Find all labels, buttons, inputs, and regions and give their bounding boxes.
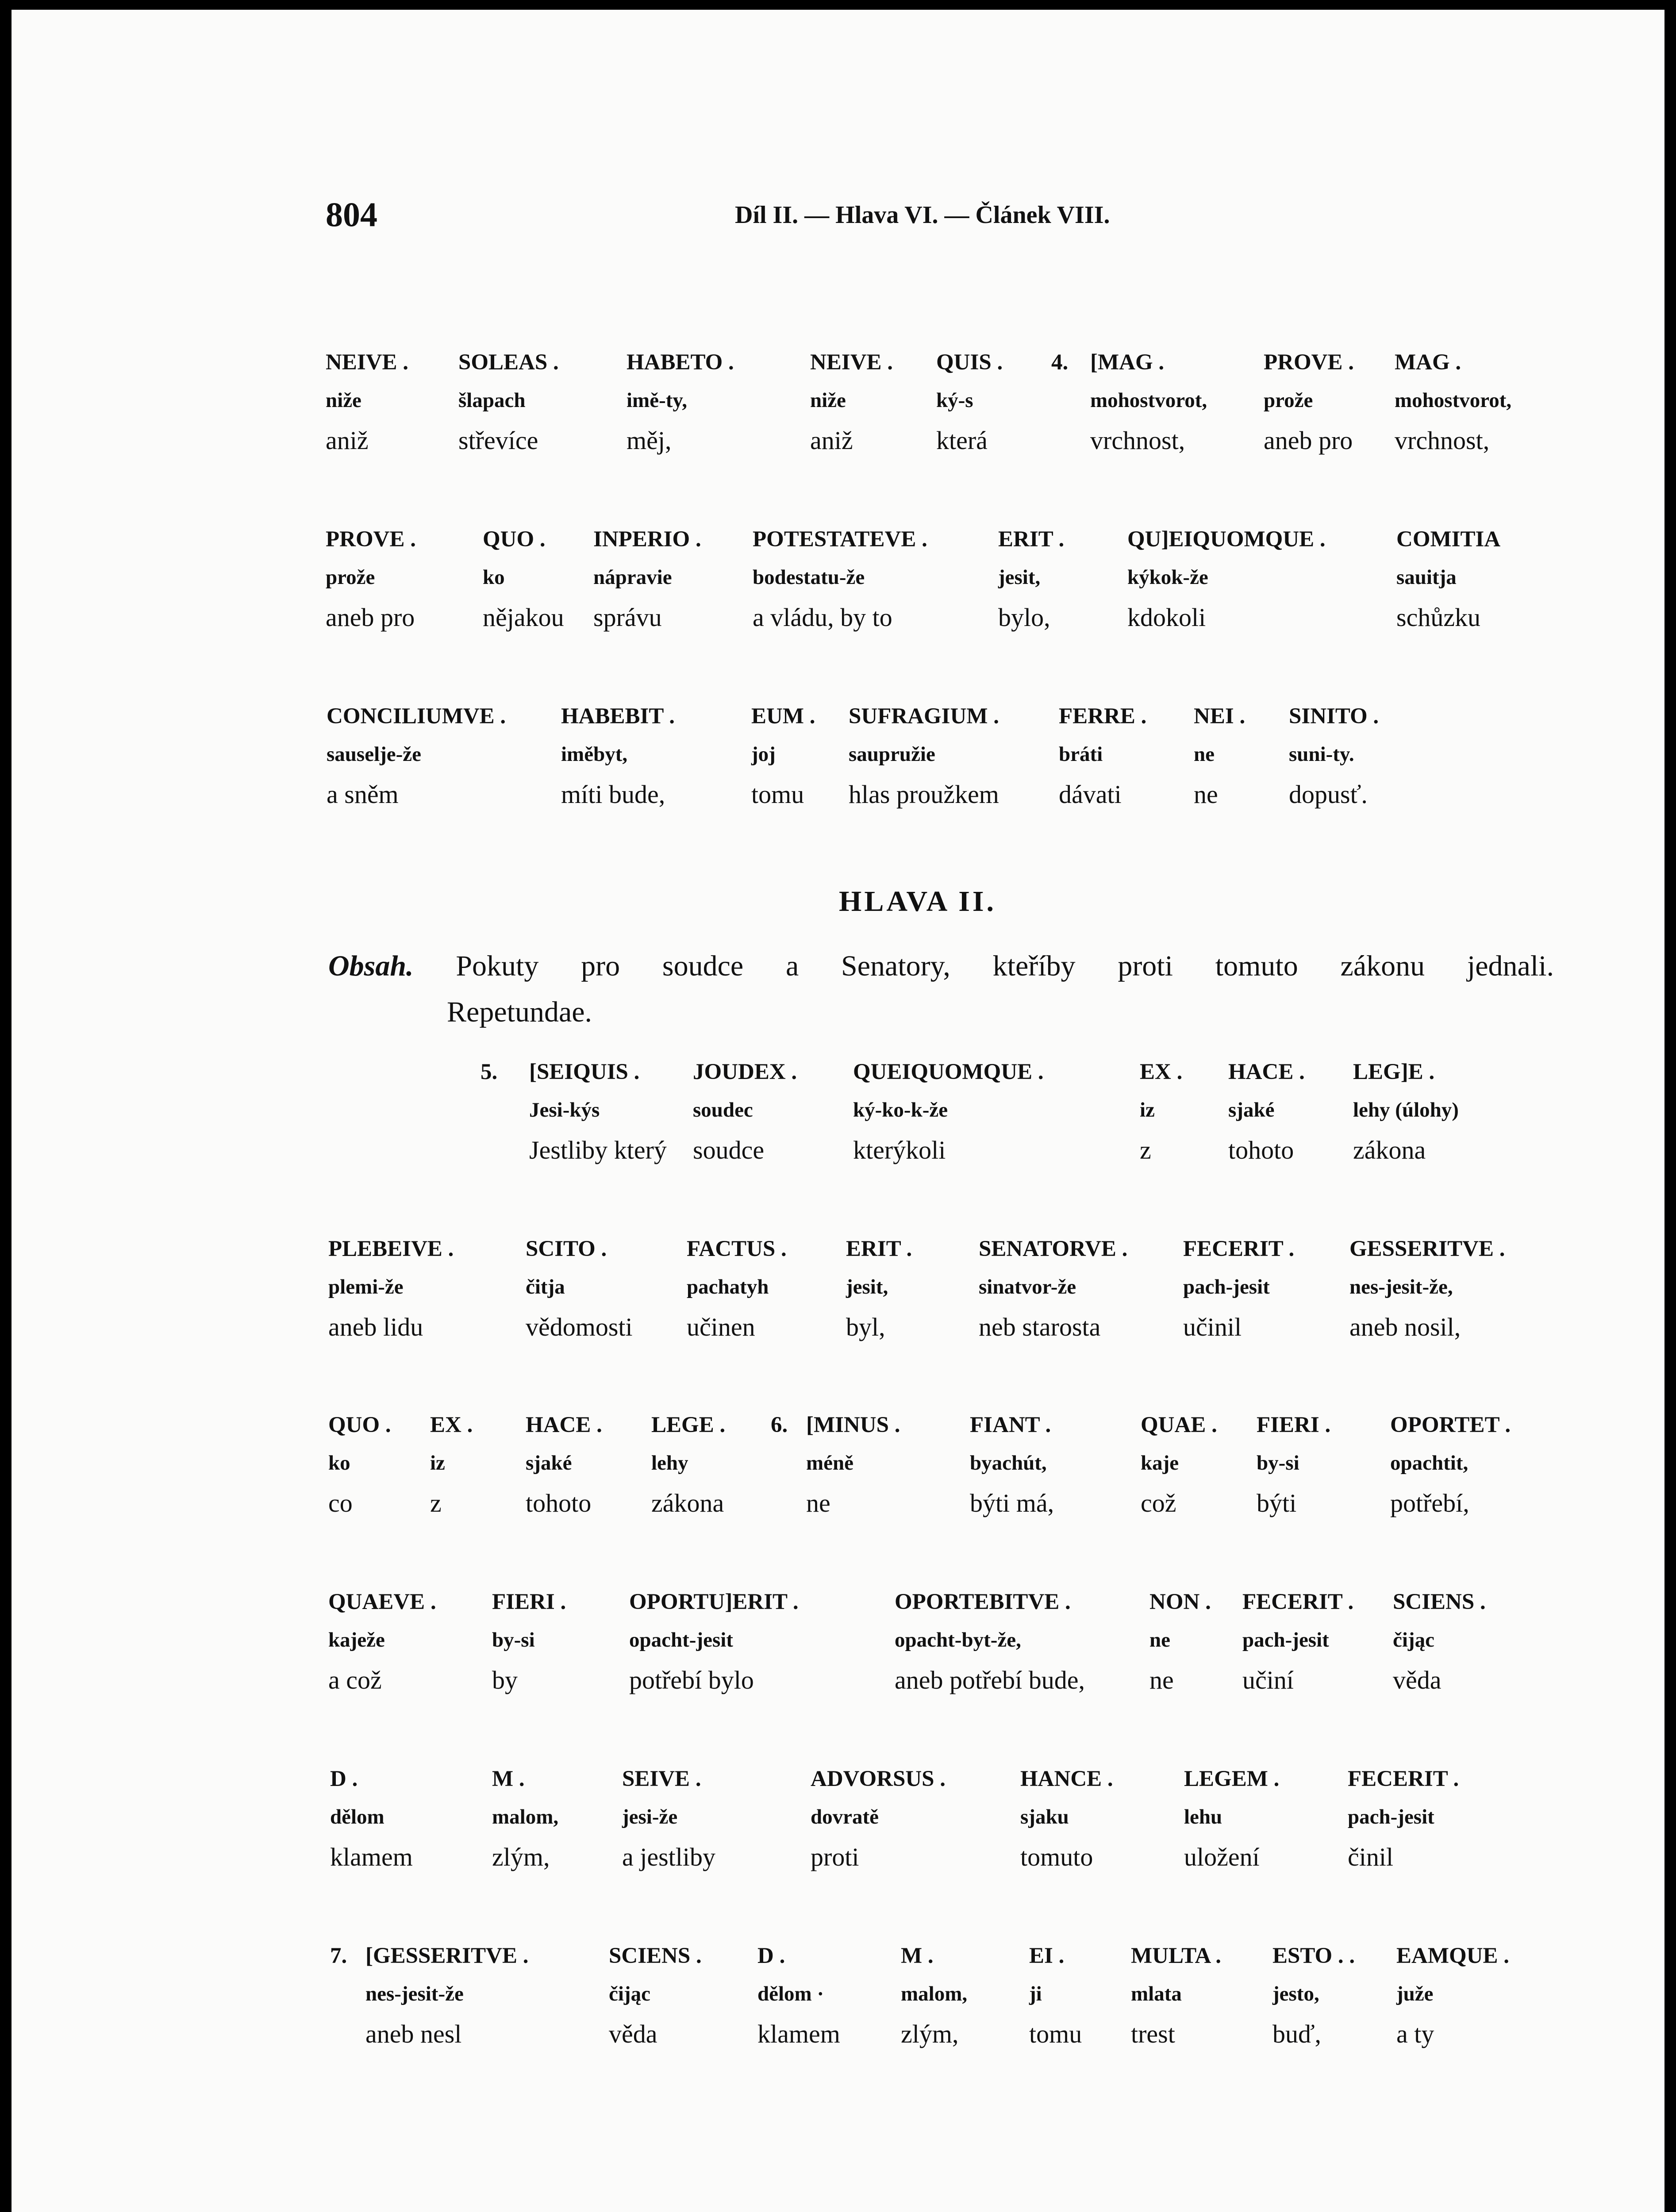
summary-text-continued: Repetundae. <box>447 996 592 1028</box>
old-slavic-word: plemi-že <box>328 1275 404 1298</box>
latin-word: HABETO . <box>627 350 734 375</box>
section-number: 5. <box>481 1060 498 1084</box>
czech-word: z <box>1140 1136 1151 1164</box>
section-number: 6. <box>771 1413 788 1437</box>
old-slavic-word: iz <box>430 1452 445 1475</box>
czech-word: zlým, <box>901 2020 959 2048</box>
latin-word: NEI . <box>1194 704 1245 729</box>
old-slavic-word: lehy (úlohy) <box>1353 1098 1459 1121</box>
old-slavic-word: ký-ko-k-že <box>853 1098 948 1121</box>
old-slavic-word: pach-jesit <box>1242 1628 1329 1651</box>
latin-word: JOUDEX . <box>693 1060 797 1084</box>
old-slavic-word: malom, <box>492 1805 559 1828</box>
czech-word: z <box>430 1489 442 1517</box>
czech-word: tomu <box>751 780 804 809</box>
latin-word: PROVE . <box>326 527 416 552</box>
czech-word: tomuto <box>1020 1843 1093 1871</box>
old-slavic-word: opacht-jesit <box>629 1628 733 1651</box>
latin-word: SCITO . <box>526 1237 607 1261</box>
czech-word: měj, <box>627 426 672 455</box>
running-head: Díl II. — Hlava VI. — Článek VIII. <box>735 201 1110 229</box>
latin-word: FIERI . <box>492 1590 566 1614</box>
czech-word: zákona <box>651 1489 724 1517</box>
czech-word: býti má, <box>970 1489 1054 1517</box>
latin-word: SENATORVE . <box>979 1237 1128 1261</box>
old-slavic-word: lehu <box>1184 1805 1222 1828</box>
old-slavic-word: sauselje-že <box>327 743 422 766</box>
czech-word: aneb potřebí bude, <box>895 1666 1085 1694</box>
czech-word: což <box>1141 1489 1176 1517</box>
old-slavic-word: ne <box>1149 1628 1170 1651</box>
latin-word: NEIVE . <box>326 350 409 375</box>
czech-word: buď, <box>1272 2020 1321 2048</box>
old-slavic-word: bráti <box>1059 743 1103 766</box>
old-slavic-word: juže <box>1396 1982 1434 2005</box>
old-slavic-word: by-si <box>492 1628 535 1651</box>
old-slavic-word: ne <box>1194 743 1215 766</box>
czech-word: zákona <box>1353 1136 1426 1164</box>
page-header <box>326 195 1520 234</box>
old-slavic-word: prože <box>326 566 375 589</box>
summary-paragraph <box>328 943 1554 1035</box>
latin-word: QUAEVE . <box>328 1590 436 1614</box>
latin-word: PROVE . <box>1264 350 1354 375</box>
czech-word: a sněm <box>327 780 399 809</box>
latin-word: [GESSERITVE . <box>365 1943 529 1968</box>
old-slavic-word: bodestatu-že <box>753 566 865 589</box>
latin-word: NON . <box>1149 1590 1211 1614</box>
old-slavic-word: kaje <box>1141 1452 1179 1475</box>
old-slavic-word: sjaku <box>1020 1805 1069 1828</box>
latin-word: COMITIA <box>1396 527 1501 552</box>
latin-word: FIERI . <box>1257 1413 1331 1437</box>
czech-word: věda <box>609 2020 657 2048</box>
old-slavic-word: sinatvor-že <box>979 1275 1076 1298</box>
czech-word: neb starosta <box>979 1313 1101 1341</box>
latin-word: ERIT . <box>846 1237 912 1261</box>
old-slavic-word: ji <box>1029 1982 1042 2005</box>
czech-word: učinen <box>687 1313 755 1341</box>
section-number: 4. <box>1051 350 1069 375</box>
latin-word: INPERIO . <box>593 527 701 552</box>
czech-word: tohoto <box>526 1489 592 1517</box>
latin-word: HACE . <box>526 1413 602 1437</box>
czech-word: věda <box>1393 1666 1442 1694</box>
latin-word: LEGEM . <box>1184 1767 1280 1791</box>
old-slavic-word: ko <box>328 1452 350 1475</box>
czech-word: míti bude, <box>561 780 665 809</box>
old-slavic-word: mohostvorot, <box>1395 389 1512 412</box>
latin-word: M . <box>901 1943 934 1968</box>
latin-word: EX . <box>430 1413 473 1437</box>
latin-word: ESTO . . <box>1272 1943 1355 1968</box>
section-number: 7. <box>330 1943 347 1968</box>
old-slavic-word: čitja <box>526 1275 565 1298</box>
czech-word: trest <box>1131 2020 1175 2048</box>
latin-word: QUO . <box>483 527 546 552</box>
latin-word: EX . <box>1140 1060 1183 1084</box>
page-number: 804 <box>326 195 377 234</box>
latin-word: FECERIT . <box>1183 1237 1295 1261</box>
czech-word: a vládu, by to <box>753 603 892 632</box>
latin-word: FACTUS . <box>687 1237 787 1261</box>
latin-word: QU]EIQUOMQUE . <box>1127 527 1326 552</box>
latin-word: OPORTU]ERIT . <box>629 1590 799 1614</box>
old-slavic-word: by-si <box>1257 1452 1299 1475</box>
old-slavic-word: nes-jesit-že <box>365 1982 464 2005</box>
czech-word: býti <box>1257 1489 1297 1517</box>
old-slavic-word: jesi-že <box>622 1805 678 1828</box>
czech-word: byl, <box>846 1313 885 1341</box>
old-slavic-word: čijąc <box>609 1982 650 2005</box>
old-slavic-word: pachatyh <box>687 1275 769 1298</box>
old-slavic-word: mlata <box>1131 1982 1182 2005</box>
latin-word: LEGE . <box>651 1413 726 1437</box>
old-slavic-word: suni-ty. <box>1289 743 1354 766</box>
old-slavic-word: opacht-byt-že, <box>895 1628 1021 1651</box>
latin-word: HACE . <box>1228 1060 1305 1084</box>
old-slavic-word: byachút, <box>970 1452 1047 1475</box>
old-slavic-word: prože <box>1264 389 1313 412</box>
czech-word: kdokoli <box>1127 603 1206 632</box>
czech-word: tomu <box>1029 2020 1082 2048</box>
latin-word: FERRE . <box>1059 704 1147 729</box>
old-slavic-word: sjaké <box>526 1452 572 1475</box>
czech-word: a což <box>328 1666 382 1694</box>
old-slavic-word: lehy <box>651 1452 688 1475</box>
czech-word: klamem <box>330 1843 413 1871</box>
latin-word: QUEIQUOMQUE . <box>853 1060 1044 1084</box>
latin-word: EI . <box>1029 1943 1065 1968</box>
latin-word: CONCILIUMVE . <box>327 704 506 729</box>
old-slavic-word: niže <box>326 389 361 412</box>
czech-word: aneb pro <box>326 603 415 632</box>
czech-word: a jestliby <box>622 1843 716 1871</box>
old-slavic-word: kaježe <box>328 1628 385 1651</box>
latin-word: HABEBIT . <box>561 704 675 729</box>
old-slavic-word: mohostvorot, <box>1090 389 1207 412</box>
latin-word: PLEBEIVE . <box>328 1237 454 1261</box>
latin-word: LEG]E . <box>1353 1060 1435 1084</box>
latin-word: FECERIT . <box>1348 1767 1459 1791</box>
czech-word: aniž <box>810 426 853 455</box>
old-slavic-word: imě-ty, <box>627 389 688 412</box>
latin-word: QUAE . <box>1141 1413 1217 1437</box>
czech-word: vrchnost, <box>1090 426 1185 455</box>
latin-word: OPORTEBITVE . <box>895 1590 1071 1614</box>
old-slavic-word: Jesi-kýs <box>529 1098 600 1121</box>
old-slavic-word: iměbyt, <box>561 743 628 766</box>
czech-word: činil <box>1348 1843 1394 1871</box>
old-slavic-word: dělom <box>330 1805 384 1828</box>
latin-word: M . <box>492 1767 525 1791</box>
czech-word: ne <box>806 1489 830 1517</box>
old-slavic-word: ký-s <box>936 389 973 412</box>
latin-word: QUIS . <box>936 350 1003 375</box>
czech-word: střevíce <box>458 426 538 455</box>
czech-word: proti <box>811 1843 859 1871</box>
old-slavic-word: pach-jesit <box>1348 1805 1434 1828</box>
latin-word: [MINUS . <box>806 1413 900 1437</box>
czech-word: aneb nosil, <box>1349 1313 1461 1341</box>
latin-word: HANCE . <box>1020 1767 1113 1791</box>
old-slavic-word: dovratě <box>811 1805 879 1828</box>
latin-word: SOLEAS . <box>458 350 559 375</box>
old-slavic-word: čijąc <box>1393 1628 1434 1651</box>
czech-word: klamem <box>757 2020 840 2048</box>
czech-word: která <box>936 426 988 455</box>
czech-word: by <box>492 1666 518 1694</box>
czech-word: a ty <box>1396 2020 1434 2048</box>
czech-word: aneb nesl <box>365 2020 462 2048</box>
czech-word: aneb pro <box>1264 426 1353 455</box>
old-slavic-word: nes-jesit-že, <box>1349 1275 1453 1298</box>
old-slavic-word: saupružie <box>849 743 935 766</box>
page <box>12 10 1664 2212</box>
latin-word: OPORTET . <box>1390 1413 1511 1437</box>
czech-word: kterýkoli <box>853 1136 946 1164</box>
old-slavic-word: méně <box>806 1452 854 1475</box>
chapter-title: HLAVA II. <box>839 885 997 918</box>
czech-word: schůzku <box>1396 603 1481 632</box>
czech-word: vrchnost, <box>1395 426 1490 455</box>
old-slavic-word: jesto, <box>1272 1982 1319 2005</box>
old-slavic-word: niže <box>810 389 846 412</box>
summary-label: Obsah. <box>328 950 414 982</box>
old-slavic-word: dělom · <box>757 1982 824 2005</box>
czech-word: bylo, <box>998 603 1050 632</box>
latin-word: ERIT . <box>998 527 1065 552</box>
latin-word: [SEIQUIS . <box>529 1060 640 1084</box>
czech-word: zlým, <box>492 1843 550 1871</box>
latin-word: [MAG . <box>1090 350 1165 375</box>
czech-word: dopusť. <box>1289 780 1368 809</box>
czech-word: dávati <box>1059 780 1122 809</box>
old-slavic-word: šlapach <box>458 389 526 412</box>
czech-word: potřebí, <box>1390 1489 1469 1517</box>
czech-word: učinil <box>1183 1313 1242 1341</box>
latin-word: QUO . <box>328 1413 391 1437</box>
latin-word: MULTA . <box>1131 1943 1222 1968</box>
czech-word: Jestliby který <box>529 1136 667 1164</box>
czech-word: co <box>328 1489 353 1517</box>
czech-word: vědomosti <box>526 1313 633 1341</box>
latin-word: EAMQUE . <box>1396 1943 1509 1968</box>
czech-word: aniž <box>326 426 369 455</box>
czech-word: uložení <box>1184 1843 1260 1871</box>
latin-word: FECERIT . <box>1242 1590 1354 1614</box>
czech-word: tohoto <box>1228 1136 1294 1164</box>
old-slavic-word: joj <box>751 743 776 766</box>
old-slavic-word: pach-jesit <box>1183 1275 1270 1298</box>
czech-word: aneb lidu <box>328 1313 423 1341</box>
czech-word: nějakou <box>483 603 564 632</box>
latin-word: D . <box>757 1943 785 1968</box>
czech-word: učiní <box>1242 1666 1294 1694</box>
latin-word: SEIVE . <box>622 1767 701 1791</box>
latin-word: D . <box>330 1767 358 1791</box>
summary-text: Pokuty pro soudce a Senatory, kteříby proti tomuto zákonu jednali. <box>456 950 1554 982</box>
old-slavic-word: ko <box>483 566 505 589</box>
latin-word: SCIENS . <box>1393 1590 1486 1614</box>
old-slavic-word: sauitja <box>1396 566 1457 589</box>
old-slavic-word: jesit, <box>998 566 1041 589</box>
latin-word: FIANT . <box>970 1413 1051 1437</box>
old-slavic-word: nápravie <box>593 566 672 589</box>
czech-word: ne <box>1149 1666 1174 1694</box>
latin-word: EUM . <box>751 704 815 729</box>
latin-word: NEIVE . <box>810 350 893 375</box>
old-slavic-word: malom, <box>901 1982 968 2005</box>
latin-word: GESSERITVE . <box>1349 1237 1505 1261</box>
old-slavic-word: jesit, <box>846 1275 888 1298</box>
latin-word: SCIENS . <box>609 1943 702 1968</box>
old-slavic-word: iz <box>1140 1098 1155 1121</box>
old-slavic-word: soudec <box>693 1098 753 1121</box>
old-slavic-word: kýkok-že <box>1127 566 1208 589</box>
czech-word: ne <box>1194 780 1218 809</box>
czech-word: potřebí bylo <box>629 1666 754 1694</box>
czech-word: správu <box>593 603 662 632</box>
latin-word: SINITO . <box>1289 704 1379 729</box>
latin-word: SUFRAGIUM . <box>849 704 999 729</box>
czech-word: soudce <box>693 1136 765 1164</box>
old-slavic-word: sjaké <box>1228 1098 1275 1121</box>
czech-word: hlas proužkem <box>849 780 999 809</box>
latin-word: POTESTATEVE . <box>753 527 927 552</box>
latin-word: MAG . <box>1395 350 1461 375</box>
latin-word: ADVORSUS . <box>811 1767 946 1791</box>
old-slavic-word: opachtit, <box>1390 1452 1468 1475</box>
